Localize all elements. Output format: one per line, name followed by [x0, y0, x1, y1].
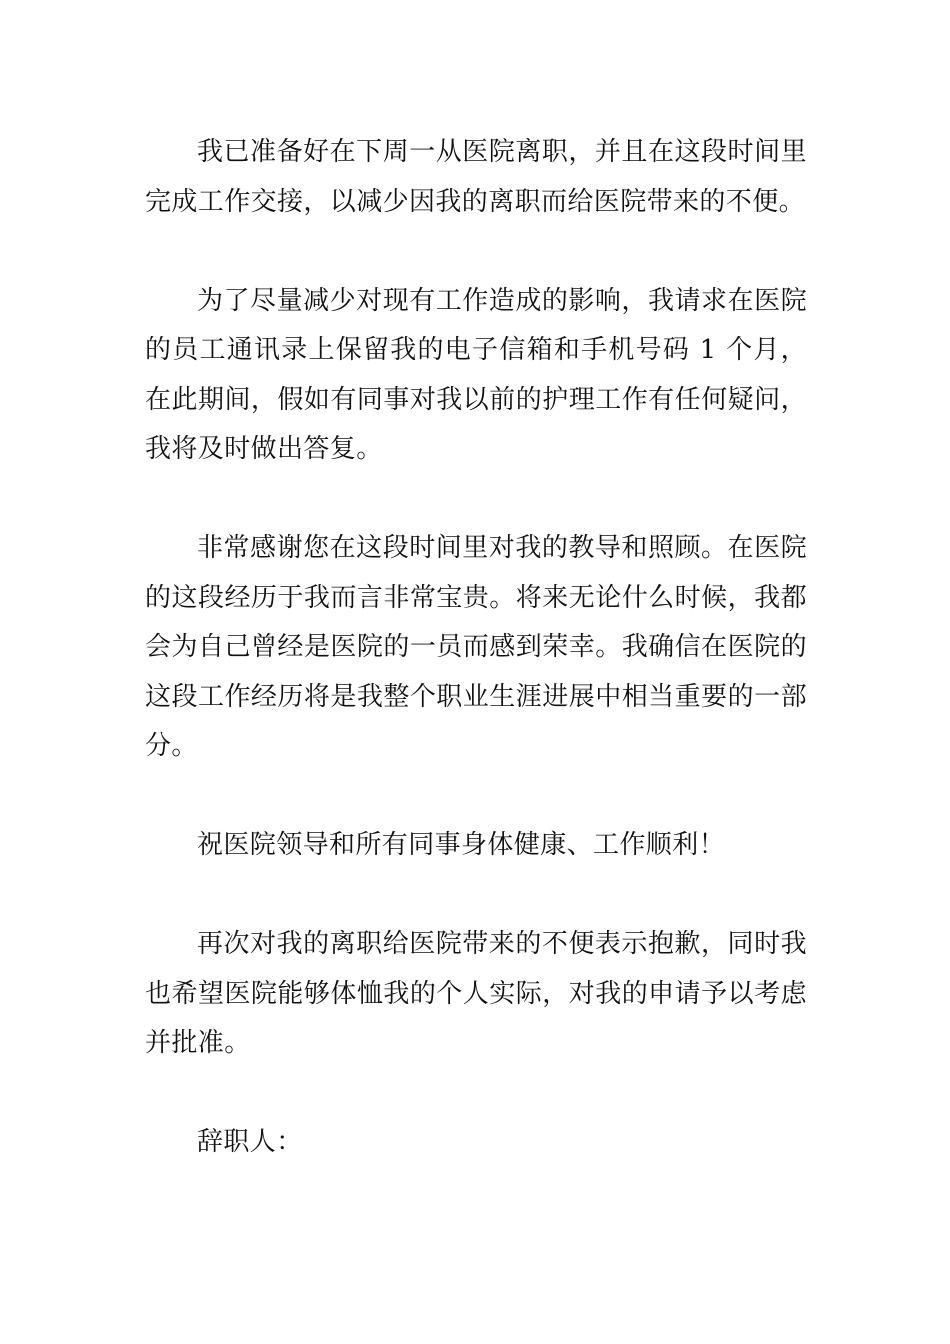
paragraph-gratitude: 非常感谢您在这段时间里对我的教导和照顾。在医院的这段经历于我而言非常宝贵。将来无论什么时候，我都会为自己曾经是医院的一员而感到荣幸。我确信在医院的这段工作经历将是我整个职业生涯进展中相当重要的一部分。 — [145, 533, 807, 761]
paragraph-apology: 再次对我的离职给医院带来的不便表示抱歉，同时我也希望医院能够体恤我的个人实际，对我的申请予以考虑并批准。 — [145, 929, 807, 1058]
signature-label: 辞职人： — [197, 1127, 303, 1157]
paragraph-handover: 我已准备好在下周一从医院离职，并且在这段时间里完成工作交接，以减少因我的离职而给医院带来的不便。 — [145, 137, 807, 217]
paragraph-spacer — [145, 772, 807, 822]
paragraph-spacer — [145, 227, 807, 277]
paragraph-spacer — [145, 871, 807, 921]
paragraph-spacer — [145, 475, 807, 525]
paragraph-contact-retention: 为了尽量减少对现有工作造成的影响，我请求在医院的员工通讯录上保留我的电子信箱和手机号码 1 个月，在此期间，假如有同事对我以前的护理工作有任何疑问，我将及时做出答复。 — [145, 285, 807, 464]
paragraph-wishes: 祝医院领导和所有同事身体健康、工作顺利！ — [197, 830, 726, 860]
letter-body — [145, 128, 807, 1168]
paragraph-spacer — [145, 1069, 807, 1119]
